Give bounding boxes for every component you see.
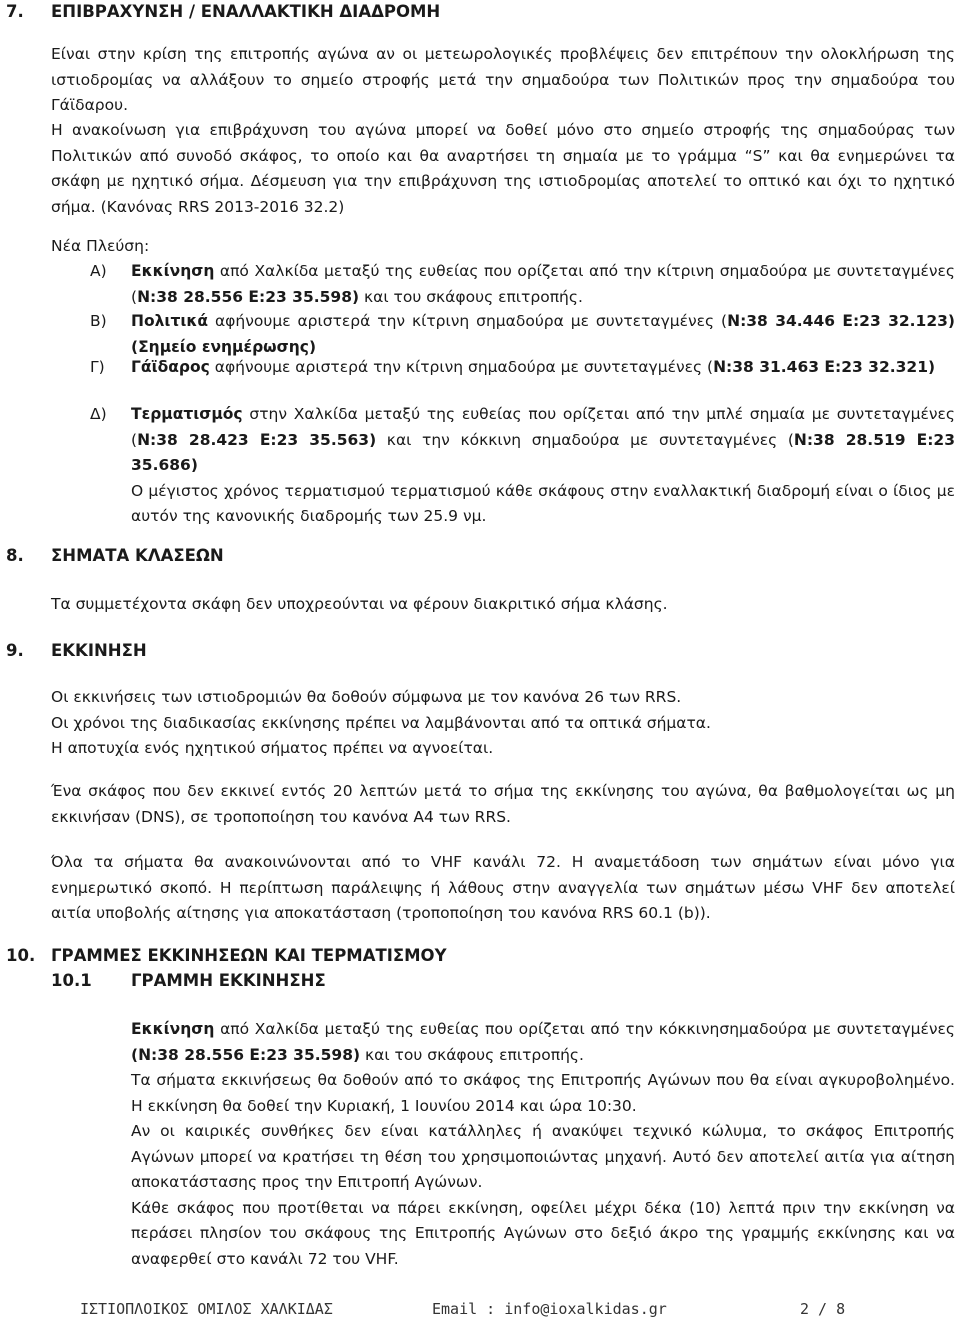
section-number: 10.	[6, 946, 36, 965]
finish-time-limit: Ο μέγιστος χρόνος τερματισμού τερματισμού κάθε σκάφους στην εναλλακτική διαδρομή είναι ο ίδιος με αυτόν της κανονικής διαδρομής των 25.9 νμ.	[131, 481, 955, 525]
item-label: Δ)	[90, 405, 107, 423]
paragraph-dns: Ένα σκάφος που δεν εκκινεί εντός 20 λεπτών μετά το σήμα της εκκίνησης του αγώνα, θα βαθμολογείται ως μη εκκινήσαν (DNS), σε τροποποίηση του κανόνα Α4 των RRS.	[51, 782, 955, 826]
vhf-report-text: Κάθε σκάφος που προτίθεται να πάρει εκκίνηση, οφείλει μέχρι δέκα (10) λεπτά πριν την εκκίνηση να περάσει πλησίον του σκάφους της Επιτροπής Αγώνων στο δεξιό άκρο της γραμμής εκκίνησης και να αναφερθεί στο κανάλι 72 του VHF.	[131, 1198, 955, 1268]
item-label: Γ)	[90, 358, 105, 376]
item-keyword: Εκκίνηση	[131, 1020, 215, 1038]
section-number: 8.	[6, 546, 24, 565]
item-keyword: Τερματισμός	[131, 405, 243, 423]
paragraph-shortening-notice: Η ανακοίνωση για επιβράχυνση του αγώνα μπορεί να δοθεί μόνο στο σημείο στροφής της σημαδούρας των Πολιτικών από συνοδό σκάφος, το οποίο και θα αναρτήσει τη σημαία με το γράμμα “S” και θα ενημερώνει τα σκάφη με ηχητικό σήμα. Δέσμευση για την επιβράχυνση της ιστιοδρομίας αποτελεί το οπτικό και όχι το ηχητικό σήμα. (Κανόνας RRS 2013-2016 32.2)	[51, 121, 955, 216]
coordinates: Ν:38 28.519 Ε:23 35.686)	[131, 430, 956, 474]
weather-text: Αν οι καιρικές συνθήκες δεν είναι κατάλληλες ή ανακύψει τεχνικό κώλυμα, το σκάφος Επιτροπής Αγώνων μπορεί να κρατήσει τη θέση του χρησιμοποιώντας μηχανή. Αυτό δεν αποτελεί αιτία για αίτηση αποκατάστασης προς την Επιτροπή Αγώνων.	[131, 1122, 955, 1191]
coordinates: Ν:38 28.423 Ε:23 35.563)	[137, 430, 377, 449]
section-number: 9.	[6, 641, 24, 660]
course-item-finish: Τερματισμός στην Χαλκίδα μεταξύ της ευθείας που ορίζεται από την μπλέ σημαία με συντεταγμένες (Ν:38 28.423 Ε:23 35.563) και την κόκκινη σημαδούρα με συντεταγμένες (Ν:38 28.519 Ε:23 35.686) Ο μέγιστος χρόνος τερματισμού τερματισμού κάθε σκάφους στην εναλλακτική διαδρομή είναι ο ίδιος με αυτόν της κανονικής διαδρομής των 25.9 νμ.	[131, 405, 956, 525]
course-item-politika: Πολιτικά αφήνουμε αριστερά την κίτρινη σημαδούρα με συντεταγμένες (Ν:38 34.446 Ε:23 32.123) (Σημείο ενημέρωσης)	[131, 312, 955, 356]
footer-page-number: 2 / 8	[800, 1300, 846, 1318]
course-item-start: Εκκίνηση από Χαλκίδα μεταξύ της ευθείας που ορίζεται από την κίτρινη σημαδούρα με συντεταγμένες (Ν:38 28.556 Ε:23 35.598) και του σκάφους επιτροπής.	[131, 262, 955, 306]
item-label: Α)	[90, 262, 107, 280]
item-label: Β)	[90, 312, 107, 330]
subsection-title: ΓΡΑΜΜΗ ΕΚΚΙΝΗΣΗΣ	[131, 971, 326, 990]
course-item-gaidaros: Γάϊδαρος αφήνουμε αριστερά την κίτρινη σημαδούρα με συντεταγμένες (Ν:38 31.463 Ε:23 32.321)	[131, 358, 936, 376]
footer-email: Email : info@ioxalkidas.gr	[432, 1300, 667, 1318]
paragraph-forecast: Είναι στην κρίση της επιτροπής αγώνα αν οι μετεωρολογικές προβλέψεις δεν επιτρέπουν την ολοκλήρωση της ιστιοδρομίας να αλλάξουν το σημείο στροφής μετά την σημαδούρα των Πολιτικών προς την σημαδούρα του Γάϊδαρου.	[51, 45, 955, 114]
section-title: ΣΗΜΑΤΑ ΚΛΑΣΕΩΝ	[51, 546, 224, 565]
coordinates: Ν:38 34.446 Ε:23 32.123) (Σημείο ενημέρωσης)	[131, 312, 955, 356]
paragraph-class-flags: Τα συμμετέχοντα σκάφη δεν υποχρεούνται να φέρουν διακριτικό σήμα κλάσης.	[51, 595, 668, 613]
item-keyword: Πολιτικά	[131, 312, 209, 330]
coordinates: (Ν:38 28.556 Ε:23 35.598)	[131, 1045, 361, 1064]
footer-club-name: ΙΣΤΙΟΠΛΟΙΚΟΣ ΟΜΙΛΟΣ ΧΑΛΚΙΔΑΣ	[80, 1300, 333, 1318]
start-line-block: Εκκίνηση από Χαλκίδα μεταξύ της ευθείας που ορίζεται από την κόκκινησημαδούρα με συντεταγμένες (Ν:38 28.556 Ε:23 35.598) και του σκάφους επιτροπής. Τα σήματα εκκινήσεως θα δοθούν από το σκάφος της Επιτροπής Αγώνων που θα είναι αγκυροβολημένο. Η εκκίνηση θα δοθεί την Κυριακή, 1 Ιουνίου 2014 και ώρα 10:30. Αν οι καιρικές συνθήκες δεν είναι κατάλληλες ή ανακύψει τεχνικό κώλυμα, το σκάφος Επιτροπής Αγώνων μπορεί να κρατήσει τη θέση του χρησιμοποιώντας μηχανή. Αυτό δεν αποτελεί αιτία για αίτηση αποκατάστασης προς την Επιτροπή Αγώνων. Κάθε σκάφος που προτίθεται να πάρει εκκίνηση, οφείλει μέχρι δέκα (10) λεπτά πριν την εκκίνηση να περάσει πλησίον του σκάφους της Επιτροπής Αγώνων στο δεξιό άκρο της γραμμής εκκίνησης και να αναφερθεί στο κανάλι 72 του VHF.	[131, 1020, 955, 1268]
section-number: 7.	[6, 2, 24, 21]
subsection-number: 10.1	[51, 971, 92, 990]
item-keyword: Εκκίνηση	[131, 262, 215, 280]
section-title: ΕΠΙΒΡΑΧΥΝΣΗ / ΕΝΑΛΛΑΚΤΙΚΗ ΔΙΑΔΡΟΜΗ	[51, 2, 441, 21]
paragraph-vhf-signals: Όλα τα σήματα θα ανακοινώνονται από το VHF κανάλι 72. Η αναμετάδοση των σημάτων είναι μόνο για ενημερωτικό σκοπό. Η περίπτωση παράλειψης ή λάθους στην αναγγελία των σημάτων μέσω VHF δεν αποτελεί αιτία υποβολής αίτησης για αποκατάσταση (τροποποίηση του κανόνα RRS 60.1 (b)).	[51, 853, 955, 922]
section-title: ΕΚΚΙΝΗΣΗ	[51, 641, 147, 660]
coordinates: Ν:38 31.463 Ε:23 32.321)	[713, 358, 936, 376]
item-keyword: Γάϊδαρος	[131, 358, 210, 376]
paragraph-start-rules: Οι εκκινήσεις των ιστιοδρομιών θα δοθούν σύμφωνα με τον κανόνα 26 των RRS. Οι χρόνοι της διαδικασίας εκκίνησης πρέπει να λαμβάνονται από τα οπτικά σήματα. Η αποτυχία ενός ηχητικού σήματος πρέπει να αγνοείται.	[51, 688, 711, 757]
start-date-text: Τα σήματα εκκινήσεως θα δοθούν από το σκάφος της Επιτροπής Αγώνων που θα είναι αγκυροβολημένο. Η εκκίνηση θα δοθεί την Κυριακή, 1 Ιουνίου 2014 και ώρα 10:30.	[131, 1071, 955, 1115]
new-course-label: Νέα Πλεύση:	[51, 237, 150, 255]
section-title: ΓΡΑΜΜΕΣ ΕΚΚΙΝΗΣΕΩΝ ΚΑΙ ΤΕΡΜΑΤΙΣΜΟΥ	[51, 946, 447, 965]
coordinates: Ν:38 28.556 Ε:23 35.598)	[137, 287, 360, 306]
